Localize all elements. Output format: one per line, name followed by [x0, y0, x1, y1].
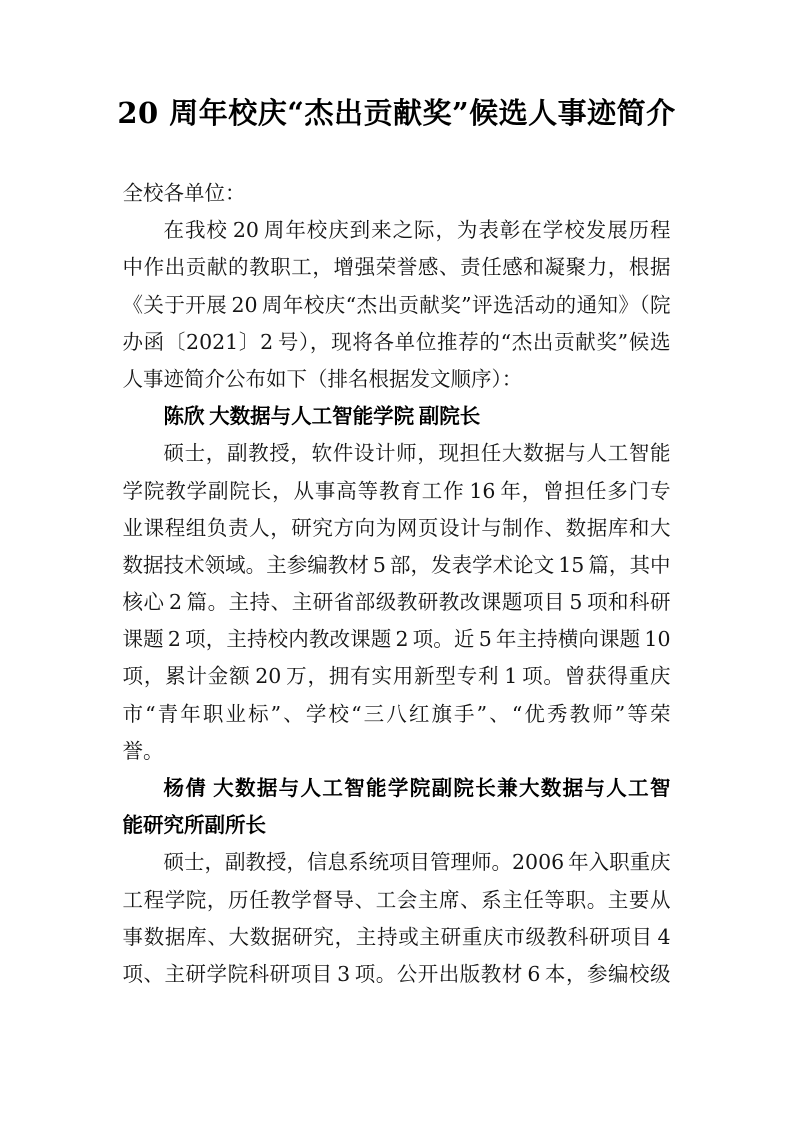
text-line: 工程学院，历任教学督导、工会主席、系主任等职。主要从	[122, 887, 671, 912]
text-line: 事数据库、大数据研究，主持或主研重庆市级教科研项目 4	[122, 924, 671, 949]
text-line: 学院教学副院长，从事高等教育工作 16 年，曾担任多门专	[122, 478, 671, 503]
document-body	[123, 175, 671, 993]
text-line: 在我校 20 周年校庆到来之际，为表彰在学校发展历程	[163, 218, 671, 243]
text-line: 办函〔2021〕2 号），现将各单位推荐的“杰出贡献奖”候选	[122, 329, 671, 354]
text-line: 誉。	[122, 738, 164, 763]
text-line: 核心 2 篇。主持、主研省部级教研教改课题项目 5 项和科研	[122, 590, 671, 615]
document-title: 20 周年校庆“杰出贡献奖”候选人事迹简介	[117, 96, 676, 130]
text-line: 市“青年职业标”、学校“三八红旗手”、“优秀教师”等荣	[122, 701, 671, 726]
candidate-heading-line: 陈欣 大数据与人工智能学院 副院长	[163, 404, 481, 429]
text-line: 硕士，副教授，信息系统项目管理师。2006 年入职重庆	[163, 850, 671, 875]
candidate-heading-line: 杨倩 大数据与人工智能学院副院长兼大数据与人工智	[163, 776, 671, 800]
text-line: 项，累计金额 20 万，拥有实用新型专利 1 项。曾获得重庆	[122, 664, 671, 689]
candidate-heading-line: 能研究所副所长	[122, 813, 266, 838]
text-line: 全校各单位：	[122, 181, 246, 205]
text-line: 项、主研学院科研项目 3 项。公开出版教材 6 本，参编校级	[122, 961, 671, 986]
text-line: 《关于开展 20 周年校庆“杰出贡献奖”评选活动的通知》（院	[122, 292, 671, 317]
text-line: 中作出贡献的教职工，增强荣誉感、责任感和凝聚力，根据	[122, 255, 671, 280]
text-line: 数据技术领域。主参编教材 5 部，发表学术论文 15 篇，其中	[122, 552, 671, 577]
text-line: 硕士，副教授，软件设计师，现担任大数据与人工智能	[163, 441, 671, 466]
text-line: 课题 2 项，主持校内教改课题 2 项。近 5 年主持横向课题 10	[122, 627, 671, 652]
text-line: 人事迹简介公布如下（排名根据发文顺序）：	[122, 366, 523, 391]
text-line: 业课程组负责人，研究方向为网页设计与制作、数据库和大	[122, 515, 671, 540]
